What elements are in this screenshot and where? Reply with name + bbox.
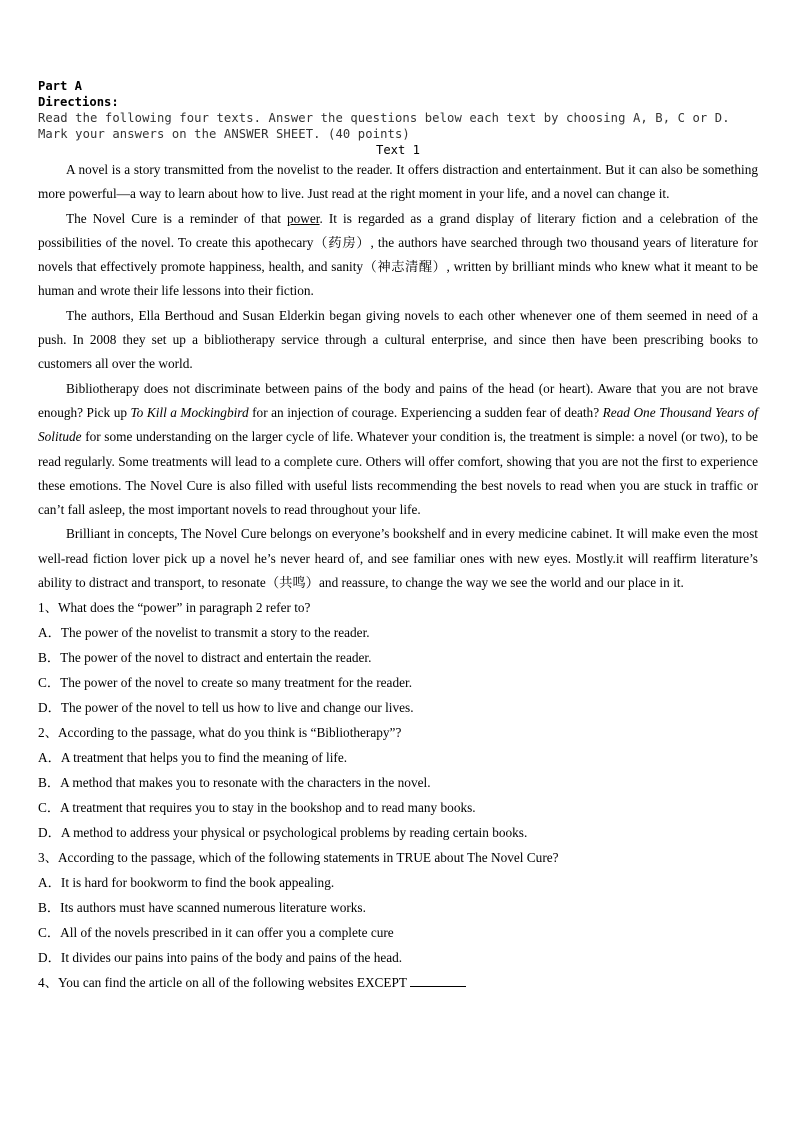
- option-b: B．Its authors must have scanned numerous literature works.: [38, 900, 366, 916]
- paragraph-4-rest: for some understanding on the larger cycle of life. Whatever your condition is, the treatment is simple: a novel (or two), to be read regularly. Some treatments will lead to a complete cure. Others will offer comfort, showing that you are not the first to experience these emotions. The Novel Cure is also filled with useful lists recommending the best novels to read when you are stuck in traffic or can’t fall asleep, the most important novels to read throughout your life.: [38, 429, 758, 518]
- question-1: [38, 595, 758, 720]
- directions-label: Directions:: [38, 95, 119, 109]
- option-d: D．The power of the novel to tell us how to live and change our lives.: [38, 700, 414, 716]
- answer-blank: [410, 974, 466, 987]
- option-c: C．All of the novels prescribed in it can offer you a complete cure: [38, 925, 394, 941]
- option-d: D．It divides our pains into pains of the body and pains of the head.: [38, 950, 403, 966]
- book-title-solitude: Read One Thousand Years of Solitude: [38, 404, 758, 445]
- question-stem: 3、According to the passage, which of the following statements in TRUE about The Novel Cure?: [38, 850, 559, 866]
- paragraph-4-middle: for an injection of courage. Experiencing a sudden fear of death?: [248, 404, 603, 420]
- paragraph-5: Brilliant in concepts, The Novel Cure belongs on everyone’s bookshelf and in every medicine cabinet. It will make even the most well-read fiction lover pick up a novel he’s never heard of, and see familiar ones with new eyes. Mostly.it will reaffirm literature’s ability to distract and transport, to resonate（共鸣）and reassure, to change the way we see the world and our place in it.: [38, 526, 758, 591]
- paragraph-4-start: Bibliotherapy does not discriminate between pains of the body and pains of the head (or heart). Aware that you are not brave enough? Pick up: [38, 380, 758, 420]
- question-stem: 1、What does the “power” in paragraph 2 refer to?: [38, 600, 311, 616]
- passage: [38, 158, 758, 595]
- text-title: Text 1: [375, 143, 421, 157]
- book-title-mockingbird: To Kill a Mockingbird: [130, 404, 249, 420]
- question-stem: 2、According to the passage, what do you think is “Bibliotherapy”?: [38, 725, 402, 741]
- option-c: C．A treatment that requires you to stay in the bookshop and to read many books.: [38, 800, 476, 816]
- directions-text: Read the following four texts. Answer the questions below each text by choosing A, B, C or D. Mark your answers on the ANSWER SHEET. (40 points): [38, 111, 730, 141]
- question-stem-4: [38, 970, 758, 995]
- option-b: B．The power of the novel to distract and entertain the reader.: [38, 650, 372, 666]
- paragraph-3: The authors, Ella Berthoud and Susan Elderkin began giving novels to each other whenever one of them seemed in need of a push. In 2008 they set up a bibliotherapy service through a cultural enterprise, and since then have been prescribing books to customers all over the world.: [38, 307, 758, 372]
- part-heading: Part A: [38, 79, 83, 93]
- paragraph-4: [38, 377, 758, 523]
- paragraph-2-rest: . It is regarded as a grand display of literary fiction and a celebration of the possibilities of the novel. To create this apothecary（药房）, the authors have searched through two thousand years of literature for novels that effectively promote happiness, health, and sanity（神志清醒）, written by brilliant minds who knew what it meant to be human and wrote their life lessons into their fiction.: [38, 210, 759, 299]
- paragraph-2-start: The Novel Cure is a reminder of that: [66, 210, 287, 226]
- option-a: A．The power of the novelist to transmit a story to the reader.: [38, 625, 370, 641]
- option-b: B．A method that makes you to resonate with the characters in the novel.: [38, 775, 431, 791]
- paragraph-1: A novel is a story transmitted from the novelist to the reader. It offers distraction and entertainment. But it can also be something more powerful—a way to learn about how to live. Just read at the right moment in your life, and a novel can change it.: [38, 162, 758, 202]
- paragraph-2: [38, 207, 758, 304]
- question-4-text: 4、You can find the article on all of the following websites EXCEPT: [38, 975, 411, 991]
- questions: [38, 595, 758, 995]
- exam-page: [38, 78, 758, 995]
- option-d: D．A method to address your physical or psychological problems by reading certain books.: [38, 825, 528, 841]
- power-word: power: [287, 210, 320, 226]
- question-2: [38, 720, 758, 845]
- option-c: C．The power of the novel to create so many treatment for the reader.: [38, 675, 413, 691]
- option-a: A．It is hard for bookworm to find the book appealing.: [38, 875, 335, 891]
- option-a: A．A treatment that helps you to find the meaning of life.: [38, 750, 348, 766]
- question-4: [38, 970, 758, 995]
- question-3: [38, 845, 758, 970]
